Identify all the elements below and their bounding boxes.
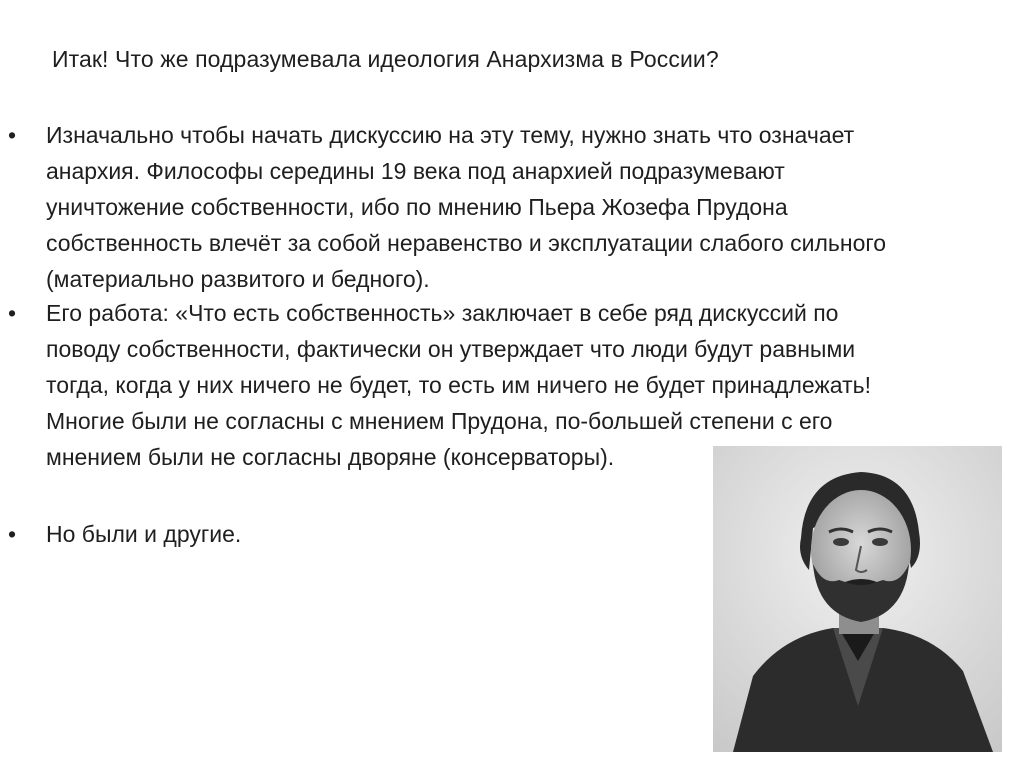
bullet-line: Изначально чтобы начать дискуссию на эту тему, нужно знать что означает bbox=[46, 122, 855, 148]
bullet-line: (материально развитого и бедного). bbox=[46, 266, 430, 292]
bullet-line: Его работа: «Что есть собственность» заключает в себе ряд дискуссий по bbox=[46, 300, 839, 326]
bullet-line: собственность влечёт за собой неравенство и эксплуатации слабого сильного bbox=[46, 230, 887, 256]
bullet-line: мнением были не согласны дворяне (консерваторы). bbox=[46, 444, 615, 470]
bullet-line: анархия. Философы середины 19 века под анархией подразумевают bbox=[46, 158, 785, 184]
bullet-line: Но были и другие. bbox=[46, 521, 242, 547]
bullet-line: уничтожение собственности, ибо по мнению Пьера Жозефа Прудона bbox=[46, 194, 788, 220]
bullet-marker: • bbox=[8, 521, 17, 547]
bullet-marker: • bbox=[8, 300, 17, 326]
portrait-illustration bbox=[713, 446, 1002, 752]
bullet-line: поводу собственности, фактически он утверждает что люди будут равными bbox=[46, 336, 856, 362]
bullet-marker: • bbox=[8, 122, 17, 148]
slide-title: Итак! Что же подразумевала идеология Анархизма в России? bbox=[52, 46, 719, 72]
bullet-line: тогда, когда у них ничего не будет, то есть им ничего не будет принадлежать! bbox=[46, 372, 872, 398]
portrait-image bbox=[713, 446, 1002, 752]
bullet-line: Многие были не согласны с мнением Прудона, по-большей степени с его bbox=[46, 408, 833, 434]
bullet-text bbox=[46, 117, 996, 297]
